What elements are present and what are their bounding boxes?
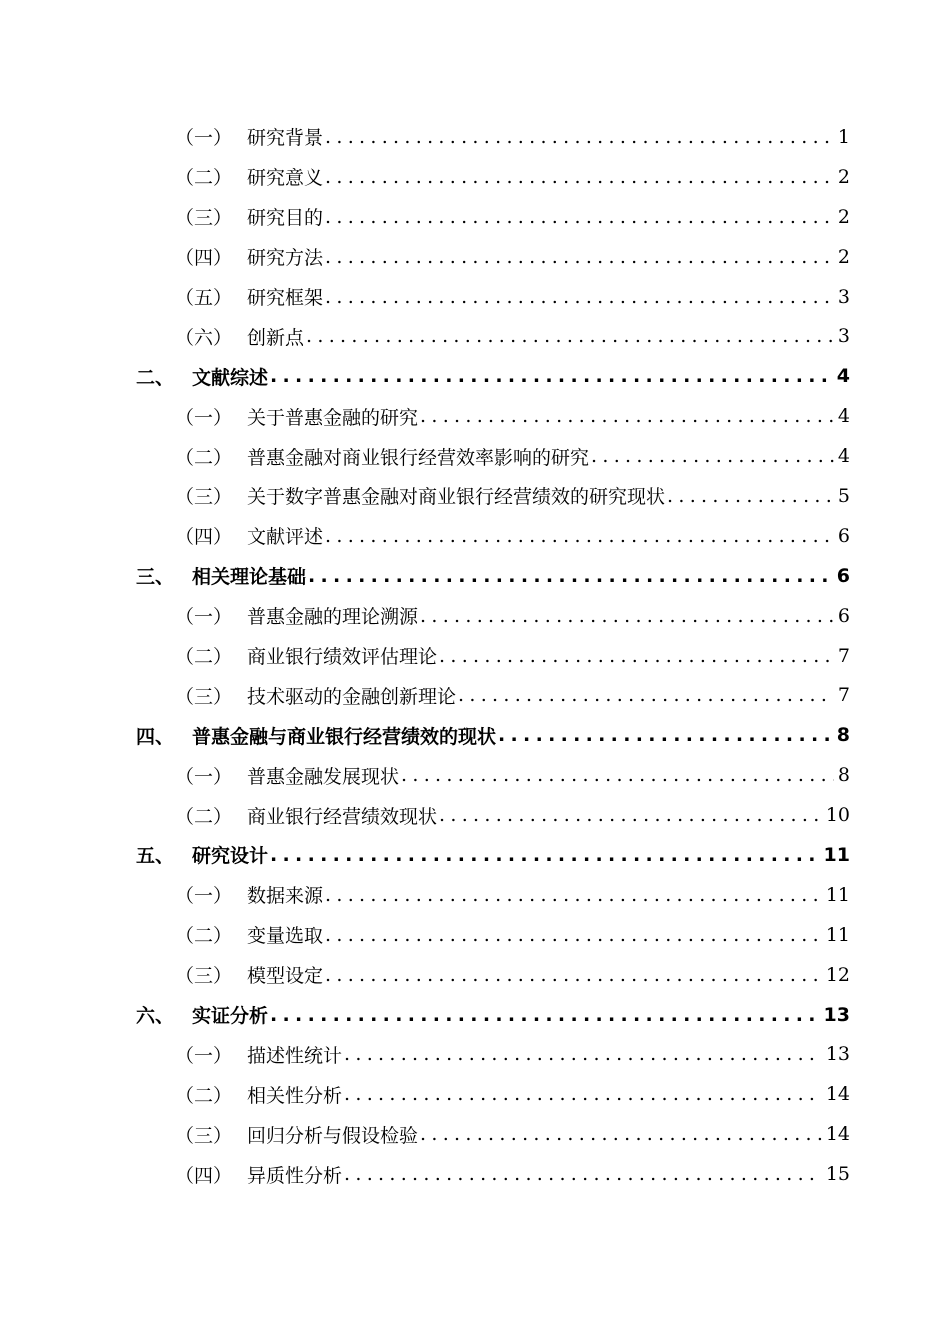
toc-entry-title: 关于普惠金融的研究 [247,406,419,429]
toc-dot-leader [325,525,834,547]
toc-entry-page-number: 2 [837,205,850,228]
toc-entry-number: （二） [175,167,233,190]
toc-entry-number: 五、 [136,845,175,868]
toc-entry-line [247,283,850,310]
toc-entry-line [247,163,850,190]
toc-section-entry[interactable] [0,636,950,676]
toc-entry-line [247,602,850,629]
toc-entry-title: 商业银行绩效评估理论 [247,646,438,669]
toc-chapter-entry[interactable] [0,835,950,875]
toc-entry-page-number: 11 [825,883,850,906]
toc-section-entry[interactable] [0,277,950,317]
toc-entry-number: （一） [175,885,233,908]
toc-dot-leader [344,1043,822,1065]
toc-entry-page-number: 15 [825,1163,850,1186]
toc-dot-leader [325,884,822,906]
toc-entry-line [192,363,850,390]
toc-dot-leader [667,485,834,507]
toc-entry-page-number: 5 [837,484,850,507]
toc-entry-title: 创新点 [247,326,305,349]
toc-entry-page-number: 14 [825,1083,850,1106]
toc-entry-page-number: 11 [825,923,850,946]
toc-entry-line [247,921,850,948]
toc-entry-title: 相关性分析 [247,1084,343,1107]
toc-dot-leader [439,645,834,667]
toc-dot-leader [420,605,834,627]
toc-entry-page-number: 8 [836,724,850,747]
toc-chapter-entry[interactable] [0,715,950,755]
toc-entry-line [247,961,850,988]
toc-entry-number: （一） [175,1044,233,1067]
toc-entry-page-number: 12 [825,963,850,986]
toc-entry-line [192,1001,850,1028]
toc-section-entry[interactable] [0,755,950,795]
toc-entry-line [247,403,850,430]
toc-entry-title: 文献综述 [192,366,269,389]
toc-dot-leader [498,724,833,746]
toc-entry-page-number: 3 [837,285,850,308]
toc-entry-page-number: 14 [825,1123,850,1146]
toc-dot-leader [270,365,833,387]
toc-dot-leader [325,206,834,228]
toc-section-entry[interactable] [0,1114,950,1154]
toc-chapter-entry[interactable] [0,356,950,396]
toc-entry-page-number: 6 [837,524,850,547]
toc-section-entry[interactable] [0,795,950,835]
toc-entry-number: （一） [175,765,233,788]
toc-dot-leader [344,1163,822,1185]
toc-entry-line [192,841,850,868]
toc-dot-leader [344,1083,822,1105]
toc-section-entry[interactable] [0,675,950,715]
toc-entry-title: 描述性统计 [247,1044,343,1067]
toc-entry-title: 模型设定 [247,965,324,988]
toc-entry-title: 文献评述 [247,526,324,549]
toc-entry-number: （三） [175,1124,233,1147]
toc-entry-page-number: 3 [837,325,850,348]
toc-entry-title: 研究框架 [247,287,324,309]
toc-entry-title: 研究设计 [192,845,269,868]
toc-section-entry[interactable] [0,1034,950,1074]
toc-entry-page-number: 11 [823,843,850,866]
toc-entry-title: 技术驱动的金融创新理论 [247,685,457,708]
toc-dot-leader [439,804,822,826]
toc-entry-number: （四） [175,247,233,270]
toc-entry-page-number: 13 [825,1043,850,1066]
toc-entry-title: 回归分析与假设检验 [247,1124,419,1147]
toc-entry-title: 变量选取 [247,925,324,948]
toc-dot-leader [308,565,833,587]
toc-section-entry[interactable] [0,1074,950,1114]
toc-entry-title: 普惠金融与商业银行经营绩效的现状 [192,725,497,748]
toc-entry-number: （一） [175,606,233,629]
toc-section-entry[interactable] [0,476,950,516]
toc-entry-title: 普惠金融的理论溯源 [247,606,419,629]
toc-dot-leader [458,684,834,706]
toc-dot-leader [325,286,834,308]
toc-section-entry[interactable] [0,157,950,197]
toc-section-entry[interactable] [0,875,950,915]
toc-entry-title: 相关理论基础 [192,566,307,589]
toc-entry-line [247,881,850,908]
toc-entry-line [247,802,850,829]
toc-entry-line [247,1041,850,1068]
toc-entry-page-number: 1 [837,125,850,148]
toc-section-entry[interactable] [0,396,950,436]
toc-section-entry[interactable] [0,436,950,476]
toc-section-entry[interactable] [0,316,950,356]
toc-entry-page-number: 6 [837,604,850,627]
toc-entry-number: （一） [175,406,233,429]
toc-entry-number: （三） [175,965,233,988]
toc-entry-line [247,323,850,350]
toc-entry-page-number: 6 [836,564,850,587]
toc-entry-number: （四） [175,526,233,549]
toc-entry-line [247,762,850,789]
toc-entry-page-number: 2 [837,165,850,188]
toc-dot-leader [325,924,822,946]
toc-entry-number: （三） [175,207,233,230]
toc-entry-page-number: 2 [837,245,850,268]
toc-entry-number: （五） [175,287,233,309]
toc-entry-page-number: 4 [836,365,850,388]
toc-entry-line [247,443,850,470]
toc-entry-number: （二） [175,446,233,469]
toc-entry-title: 研究背景 [247,127,324,150]
toc-entry-number: 四、 [136,725,175,748]
toc-section-entry[interactable] [0,955,950,995]
toc-entry-page-number: 7 [837,684,850,707]
toc-section-entry[interactable] [0,596,950,636]
toc-entry-line [247,1161,850,1188]
toc-entry-number: （四） [175,1164,233,1187]
toc-entry-title: 普惠金融发展现状 [247,765,400,788]
toc-entry-page-number: 7 [837,644,850,667]
toc-entry-line [247,203,850,230]
toc-entry-number: （六） [175,326,233,349]
toc-section-entry[interactable] [0,117,950,157]
toc-entry-title: 商业银行经营绩效现状 [247,805,438,828]
toc-entry-number: 六、 [136,1005,175,1028]
toc-entry-number: （一） [175,127,233,150]
toc-entry-title: 实证分析 [192,1005,269,1028]
toc-chapter-entry[interactable] [0,556,950,596]
toc-entry-page-number: 10 [825,804,850,827]
toc-entry-title: 普惠金融对商业银行经营效率影响的研究 [247,446,590,469]
toc-entry-title: 研究意义 [247,167,324,190]
toc-entry-page-number: 13 [823,1003,850,1026]
toc-entry-page-number: 4 [837,445,850,468]
toc-dot-leader [420,405,834,427]
toc-entry-page-number: 4 [837,405,850,428]
toc-entry-line [192,722,850,749]
toc-dot-leader [591,445,834,467]
toc-entry-line [192,562,850,589]
toc-dot-leader [325,246,834,268]
toc-entry-line [247,522,850,549]
toc-dot-leader [270,844,820,866]
toc-dot-leader [420,1123,822,1145]
toc-entry-number: 三、 [136,566,175,589]
toc-section-entry[interactable] [0,1154,950,1194]
toc-entry-page-number: 8 [837,764,850,787]
toc-entry-number: 二、 [136,366,175,389]
toc-entry-number: （二） [175,1084,233,1107]
toc-entry-line [247,482,850,509]
toc-dot-leader [270,1004,820,1026]
toc-dot-leader [325,964,822,986]
toc-section-entry[interactable] [0,237,950,277]
toc-dot-leader [306,325,834,347]
toc-dot-leader [325,166,834,188]
toc-entry-title: 研究方法 [247,247,324,270]
toc-entry-line [247,642,850,669]
toc-entry-title: 研究目的 [247,207,324,230]
toc-section-entry[interactable] [0,197,950,237]
toc-section-entry[interactable] [0,516,950,556]
toc-entry-number: （二） [175,925,233,948]
toc-entry-number: （二） [175,646,233,669]
toc-entry-title: 关于数字普惠金融对商业银行经营绩效的研究现状 [247,486,666,509]
toc-entry-number: （三） [175,685,233,708]
toc-entry-title: 数据来源 [247,885,324,908]
toc-dot-leader [401,764,834,786]
toc-section-entry[interactable] [0,915,950,955]
toc-entry-line [247,1121,850,1148]
toc-entry-title: 异质性分析 [247,1164,343,1187]
table-of-contents [0,117,950,1194]
toc-chapter-entry[interactable] [0,995,950,1035]
toc-dot-leader [325,126,834,148]
toc-entry-number: （二） [175,805,233,828]
toc-entry-line [247,243,850,270]
toc-entry-line [247,682,850,709]
toc-entry-number: （三） [175,486,233,509]
toc-entry-line [247,1081,850,1108]
toc-entry-line [247,123,850,150]
